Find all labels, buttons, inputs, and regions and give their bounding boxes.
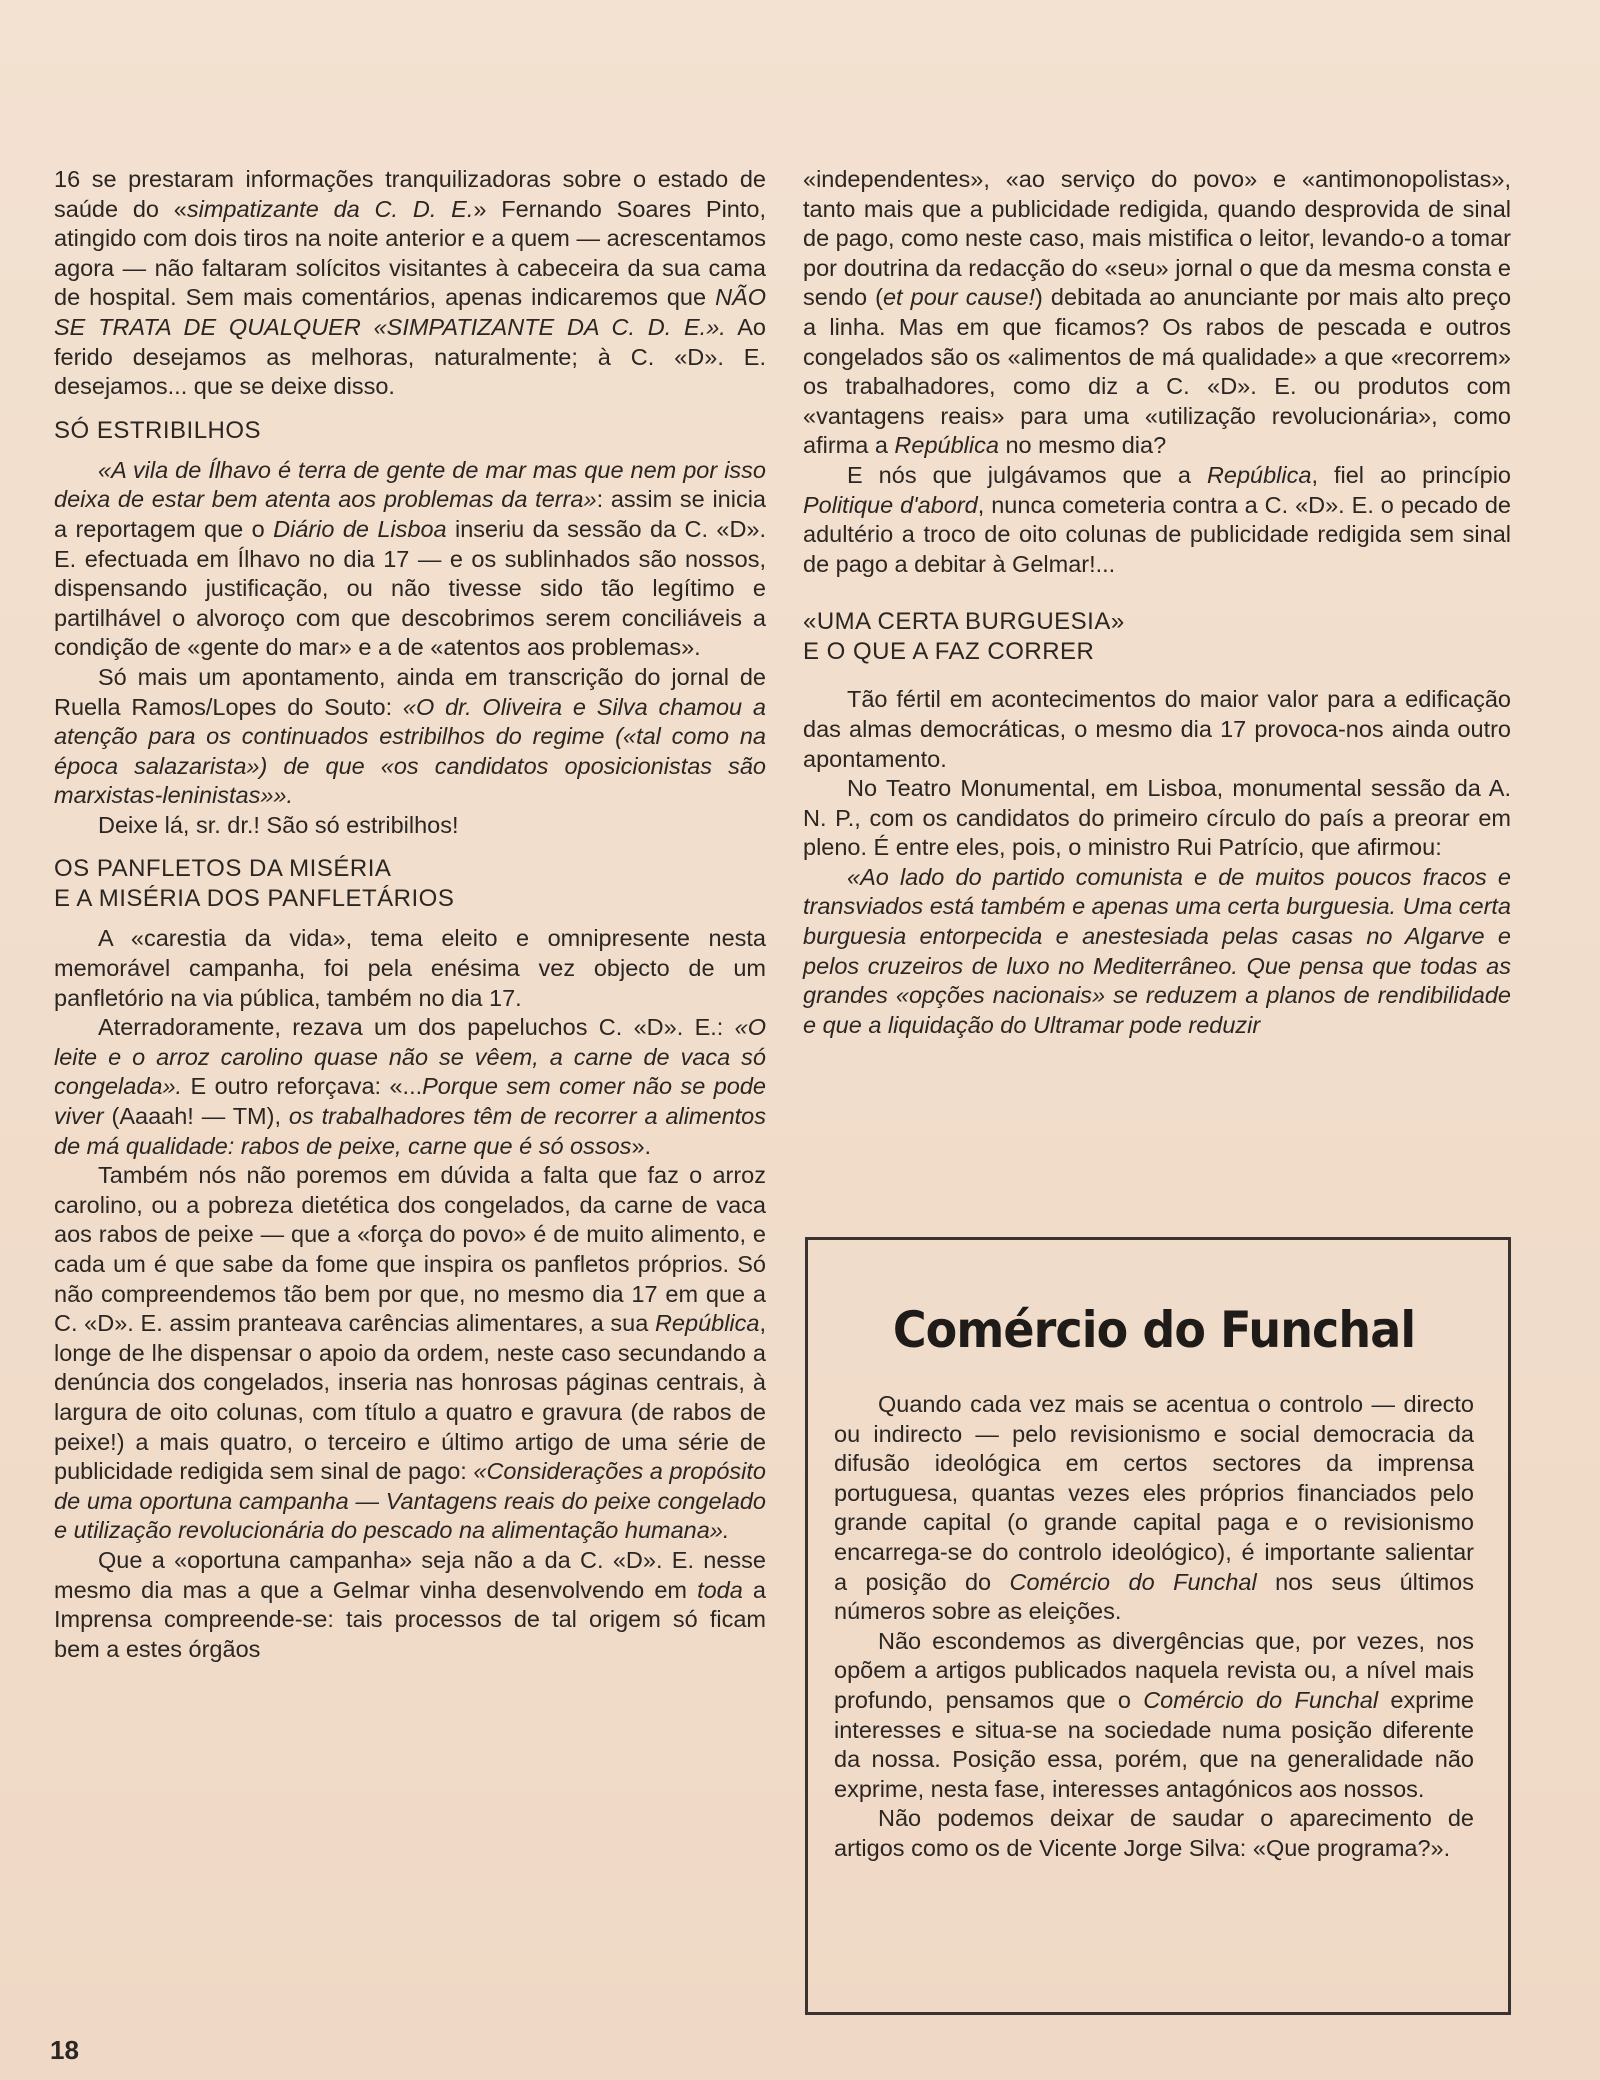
heading-line: OS PANFLETOS DA MISÉRIA <box>54 855 392 883</box>
boxed-article <box>805 1237 1511 2015</box>
paragraph <box>834 1627 1474 1805</box>
page-number: 18 <box>50 2035 79 2065</box>
italic-text: os trabalhadores têm de recorrer a alimentos de má qualidade: rabos de peixe, carne que é só ossos <box>54 1103 766 1159</box>
text: Só mais um apontamento, ainda em transcrição do jornal de Ruella Ramos/Lopes do Souto: <box>54 663 766 720</box>
text: , fiel ao princípio <box>1311 461 1511 488</box>
italic-text: NÃO SE TRATA DE QUALQUER «SIMPATIZANTE DA C. D. E.». <box>54 284 766 340</box>
paragraph: Tão fértil em acontecimentos do maior valor para a edificação das almas democráticas, o mesmo dia 17 provoca-nos ainda outro apontamento. <box>803 686 1511 772</box>
paragraph <box>54 1161 766 1546</box>
section-heading-so-estribilhos <box>54 416 766 446</box>
text: Quando cada vez mais se acentua o controlo — directo ou indirecto — pelo revisionismo e social democracia da difusão ideológica em certos sectores da imprensa portuguesa, quantas vezes eles próprios financiados pelo grande capital (o grande capital paga e o revisionismo encarrega-se do controlo ideológico), é importante salientar a posição do <box>834 1391 1474 1595</box>
paragraph <box>803 863 1511 1041</box>
text: E nós que julgávamos que a <box>847 461 1207 488</box>
italic-text: simpatizante da C. D. E. <box>186 195 474 222</box>
italic-text: «Considerações a propósito de uma oportuna campanha — Vantagens reais do peixe congelado e utilização revolucionária do pescado na alimentação humana». <box>54 1458 767 1544</box>
paragraph <box>54 1013 766 1161</box>
italic-text: «O dr. Oliveira e Silva chamou a atenção para os continuados estribilhos do regime («tal como na época salazarista») de que «os candidatos oposicionistas são marxistas-leninistas»». <box>54 693 766 809</box>
text: Não escondemos as divergências que, por vezes, nos opõem a artigos publicados naquela revista ou, a nível mais profundo, pensamos que o <box>834 1627 1474 1713</box>
text: , nunca cometeria contra a C. «D». E. o pecado de adultério a troco de oito colunas de publicidade redigida sem sinal de pago a debitar à Gelmar!... <box>803 491 1512 577</box>
italic-text: República <box>1206 461 1312 488</box>
paragraph: No Teatro Monumental, em Lisboa, monumental sessão da A. N. P., com os candidatos do primeiro círculo do país a preorar em pleno. É entre eles, pois, o ministro Rui Patrício, que afirmou: <box>803 775 1511 861</box>
italic-text: Politique d'abord <box>803 491 978 518</box>
text: inseriu da sessão da C. «D». E. efectuada em Ílhavo no dia 17 — e os sublinhados são nossos, dispensando justificação, ou não tivesse sido tão legítimo e partilhável o alvoroço com que descobrimos serem conciliáveis a condição de «gente do mar» e a de «atentos aos problemas». <box>54 515 767 661</box>
paragraph <box>54 663 766 811</box>
paragraph: A «carestia da vida», tema eleito e omnipresente nesta memorável campanha, foi pela enésima vez objecto de um panfletório na via pública, também no dia 17. <box>54 925 766 1011</box>
section-heading-panfletos <box>54 854 766 914</box>
italic-text: toda <box>697 1576 743 1603</box>
heading-line: «UMA CERTA BURGUESIA» <box>803 608 1125 636</box>
heading-text: SÓ ESTRIBILHOS <box>54 416 262 444</box>
paragraph <box>803 461 1511 579</box>
text: ) debitada ao anunciante por mais alto preço a linha. Mas em que ficamos? Os rabos de pescada e outros congelados são os «alimentos de má qualidade» a que «recorrem» os trabalhadores, como diz a C. «D». E. ou produtos com «vantagens reais» para uma «utilização revolucionária», como afirma a <box>803 284 1512 459</box>
text: E outro reforçava: «... <box>182 1073 423 1100</box>
text: , longe de lhe dispensar o apoio da ordem, neste caso secundando a denúncia dos congelados, inseria nas honrosas páginas centrais, à largura de oito colunas, com título a quatro e gravura (de rabos de peixe!) a mais quatro, o terceiro e último artigo de uma série de publicidade redigida sem sinal de pago: <box>54 1310 766 1485</box>
text: : assim se inicia a reportagem que o <box>54 486 767 542</box>
section-heading-burguesia <box>803 607 1511 667</box>
italic-text: Porque sem comer não se pode viver <box>54 1073 766 1130</box>
heading-line: E A MISÉRIA DOS PANFLETÁRIOS <box>54 885 455 913</box>
text: (Aaaah! — TM), <box>103 1103 289 1130</box>
text: Que a «oportuna campanha» seja não a da C. «D». E. nesse mesmo dia mas a que a Gelmar vinha desenvolvendo em <box>54 1546 766 1603</box>
italic-text: Comércio do Funchal <box>1143 1686 1379 1713</box>
paragraph <box>54 456 766 663</box>
text: a Imprensa compreende-se: tais processos de tal origem só ficam bem a estes órgãos <box>54 1576 766 1662</box>
text: «independentes», «ao serviço do povo» e «antimonopolistas», tanto mais que a publicidade redigida, quando desprovida de sinal de pago, como neste caso, mais mistifica o leitor, levando-o a tomar por doutrina da redacção do «seu» jornal o que da mesma consta e sendo ( <box>803 166 1511 311</box>
italic-text: Diário de Lisboa <box>273 515 447 542</box>
paragraph: Não podemos deixar de saudar o aparecimento de artigos como os de Vicente Jorge Silva: «Que programa?». <box>834 1805 1474 1861</box>
paragraph <box>54 165 766 402</box>
text: nos seus últimos números sobre as eleições. <box>834 1568 1475 1625</box>
text: 16 se prestaram informações tranquilizadoras sobre o estado de saúde do « <box>54 166 766 222</box>
italic-text: Comércio do Funchal <box>1009 1568 1257 1595</box>
text: no mesmo dia? <box>998 432 1167 459</box>
italic-text: et pour cause! <box>882 284 1036 311</box>
right-column <box>803 165 1511 1040</box>
paragraph <box>803 165 1511 461</box>
text: » Fernando Soares Pinto, atingido com dois tiros na noite anterior e a quem — acrescentamos agora — não faltaram solícitos visitantes à cabeceira da sua cama de hospital. Sem mais comentários, apenas indicaremos que <box>54 195 766 311</box>
left-column <box>54 165 766 1664</box>
paragraph: Deixe lá, sr. dr.! São só estribilhos! <box>98 811 459 838</box>
paragraph <box>834 1390 1474 1627</box>
text: Também nós não poremos em dúvida a falta que faz o arroz carolino, ou a pobreza dietética dos congelados, da carne de vaca aos rabos de peixe — que a «força do povo» é de muito alimento, e cada um é que sabe da fome que inspira os panfletos próprios. Só não compreendemos tão bem por que, no mesmo dia 17 em que a C. «D». E. assim pranteava carências alimentares, a sua <box>54 1162 766 1337</box>
heading-line: E O QUE A FAZ CORRER <box>803 638 1095 666</box>
italic-text: «A vila de Ílhavo é terra de gente de mar mas que nem por isso deixa de estar bem atenta aos problemas da terra» <box>54 456 766 513</box>
italic-text: República <box>654 1310 760 1337</box>
italic-text: «O leite e o arroz carolino quase não se vêem, a carne de vaca só congelada». <box>54 1014 766 1100</box>
box-title: Comércio do Funchal <box>892 1301 1416 1359</box>
text: exprime interesses e situa-se na sociedade numa posição diferente da nossa. Posição essa, porém, que na generalidade não exprime, nesta fase, interesses antagónicos aos nossos. <box>834 1686 1474 1802</box>
text: ». <box>631 1132 652 1159</box>
text: Ao ferido desejamos as melhoras, naturalmente; à C. «D». E. desejamos... que se deixe disso. <box>54 313 766 400</box>
paragraph <box>54 1546 766 1664</box>
italic-text: «Ao lado do partido comunista e de muitos poucos fracos e transviados está também e apenas uma certa burguesia. Uma certa burguesia entorpecida e anestesiada pelas casas no Algarve e pelos cruzeiros de luxo no Mediterrâneo. Que pensa que todas as grandes «opções nacionais» se reduzem a planos de rendibilidade e que a liquidação do Ultramar pode reduzir <box>803 863 1511 1038</box>
text: Aterradoramente, rezava um dos papeluchos C. «D». E.: <box>98 1014 735 1041</box>
italic-text: República <box>894 432 999 459</box>
